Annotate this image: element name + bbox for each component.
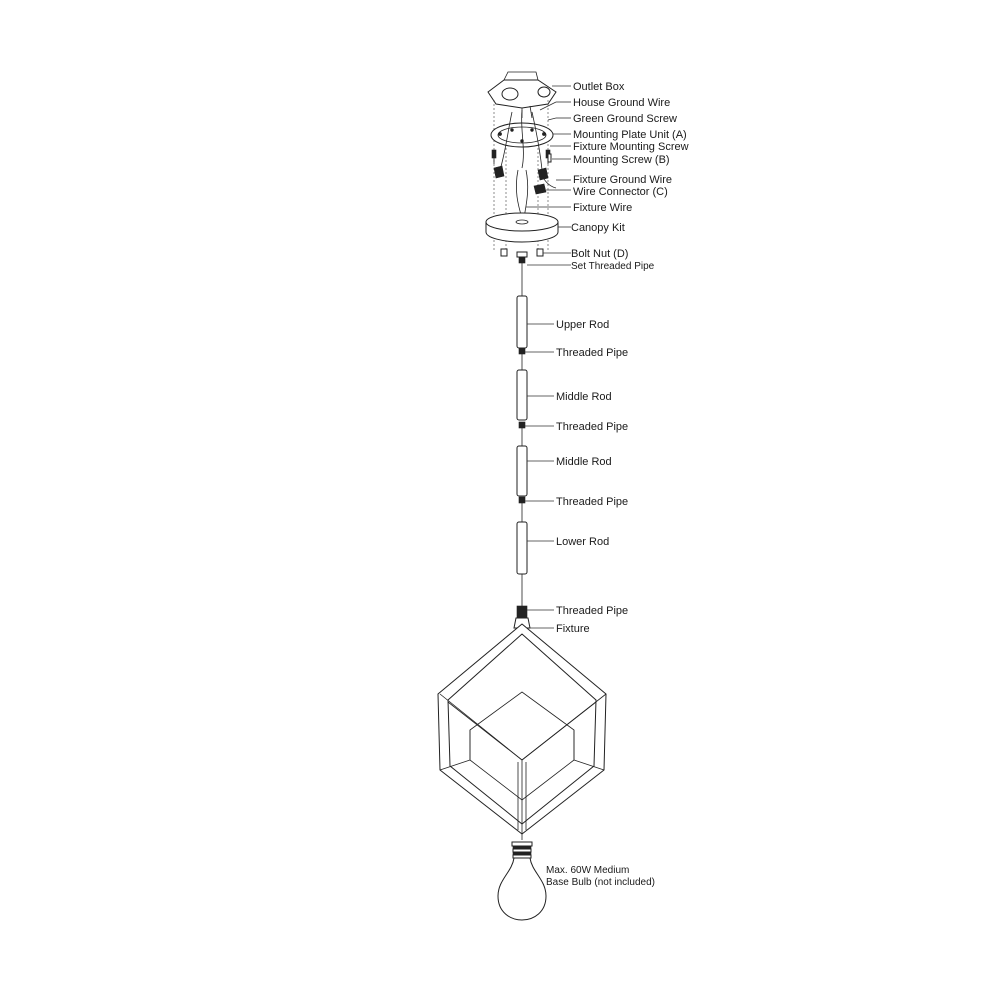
label-upper-rod: Upper Rod: [556, 319, 610, 331]
label-bulb-line-2: Base Bulb (not included): [546, 877, 655, 888]
label-fixture-wire: Fixture Wire: [573, 202, 633, 214]
label-threaded-pipe-2: Threaded Pipe: [556, 421, 629, 433]
label-lower-rod: Lower Rod: [556, 536, 610, 548]
label-mounting-screw: Mounting Screw (B): [573, 154, 670, 166]
mounting-screws: [492, 150, 551, 164]
label-mounting-plate-unit: Mounting Plate Unit (A): [573, 129, 687, 141]
label-green-ground-screw: Green Ground Screw: [573, 113, 677, 125]
label-house-ground-wire: House Ground Wire: [573, 97, 671, 109]
wire-connectors: [494, 166, 548, 194]
label-bolt-nut: Bolt Nut (D): [571, 248, 629, 260]
label-threaded-pipe-1: Threaded Pipe: [556, 347, 629, 359]
label-fixture-ground-wire: Fixture Ground Wire: [573, 174, 673, 186]
label-middle-rod-1: Middle Rod: [556, 391, 612, 403]
light-bulb: [498, 842, 546, 920]
label-fixture-mounting-screw: Fixture Mounting Screw: [573, 141, 689, 153]
label-threaded-pipe-3: Threaded Pipe: [556, 496, 629, 508]
label-bulb-line-1: Max. 60W Medium: [546, 865, 630, 876]
label-wire-connector: Wire Connector (C): [573, 186, 668, 198]
fixture-cage: [438, 618, 606, 840]
label-threaded-pipe-4: Threaded Pipe: [556, 605, 629, 617]
label-set-threaded-pipe: Set Threaded Pipe: [571, 261, 655, 272]
canopy: [486, 213, 558, 242]
rod-assembly: [517, 263, 527, 618]
label-fixture: Fixture: [556, 623, 590, 635]
label-middle-rod-2: Middle Rod: [556, 456, 612, 468]
label-outlet-box: Outlet Box: [573, 81, 625, 93]
label-canopy-kit: Canopy Kit: [571, 222, 625, 234]
set-threaded-pipe-part: [517, 252, 527, 263]
